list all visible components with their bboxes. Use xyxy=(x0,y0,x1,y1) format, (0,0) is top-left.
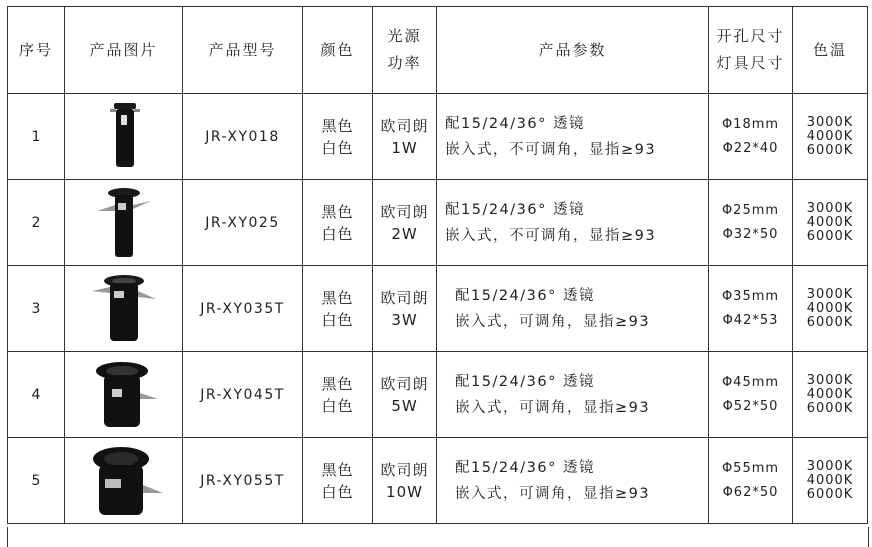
product-image xyxy=(65,352,183,438)
spotlight-icon xyxy=(81,441,167,521)
row-params: 配15/24/36° 透镜 嵌入式，不可调角，显指≥93 xyxy=(437,94,709,180)
row-source-power: 欧司朗 3W xyxy=(373,266,437,352)
row-temp: 3000K 4000K 6000K xyxy=(793,180,868,266)
row-color: 黑色 白色 xyxy=(303,352,373,438)
row-source-power: 欧司朗 10W xyxy=(373,438,437,524)
product-image xyxy=(65,438,183,524)
row-temp: 3000K 4000K 6000K xyxy=(793,266,868,352)
row-size: Φ35mm Φ42*53 xyxy=(709,266,793,352)
row-seq: 4 xyxy=(8,352,65,438)
table-footer-row xyxy=(7,527,869,547)
row-color: 黑色 白色 xyxy=(303,180,373,266)
table-row xyxy=(8,352,868,438)
row-size: Φ25mm Φ32*50 xyxy=(709,180,793,266)
row-seq: 1 xyxy=(8,94,65,180)
row-temp: 3000K 4000K 6000K xyxy=(793,352,868,438)
header-size xyxy=(709,7,793,94)
table-row xyxy=(8,438,868,524)
table-row xyxy=(8,94,868,180)
spotlight-icon xyxy=(86,269,162,349)
header-color: 颜色 xyxy=(303,7,373,94)
row-seq: 2 xyxy=(8,180,65,266)
header-temp: 色温 xyxy=(793,7,868,94)
spotlight-icon xyxy=(94,97,154,177)
table-row xyxy=(8,266,868,352)
row-size: Φ45mm Φ52*50 xyxy=(709,352,793,438)
row-size: Φ18mm Φ22*40 xyxy=(709,94,793,180)
header-source: 光源 xyxy=(387,27,422,45)
row-model: JR-XY045T xyxy=(183,352,303,438)
header-seq: 序号 xyxy=(8,7,65,94)
row-color: 黑色 白色 xyxy=(303,94,373,180)
row-model: JR-XY018 xyxy=(183,94,303,180)
product-spec-table xyxy=(7,6,868,524)
row-temp: 3000K 4000K 6000K xyxy=(793,94,868,180)
table-row xyxy=(8,180,868,266)
row-params: 配15/24/36° 透镜 嵌入式，可调角，显指≥93 xyxy=(437,352,709,438)
row-model: JR-XY055T xyxy=(183,438,303,524)
row-model: JR-XY025 xyxy=(183,180,303,266)
product-image xyxy=(65,266,183,352)
header-model: 产品型号 xyxy=(183,7,303,94)
header-source-power xyxy=(373,7,437,94)
row-source-power: 欧司朗 5W xyxy=(373,352,437,438)
row-params: 配15/24/36° 透镜 嵌入式，可调角，显指≥93 xyxy=(437,438,709,524)
row-color: 黑色 白色 xyxy=(303,266,373,352)
header-power: 功率 xyxy=(387,54,422,72)
spotlight-icon xyxy=(84,355,164,435)
row-seq: 3 xyxy=(8,266,65,352)
row-size: Φ55mm Φ62*50 xyxy=(709,438,793,524)
header-row xyxy=(8,7,868,94)
header-image: 产品图片 xyxy=(65,7,183,94)
product-image xyxy=(65,180,183,266)
row-params: 配15/24/36° 透镜 嵌入式，不可调角，显指≥93 xyxy=(437,180,709,266)
header-fixture-size: 灯具尺寸 xyxy=(716,54,785,72)
row-params: 配15/24/36° 透镜 嵌入式，可调角，显指≥93 xyxy=(437,266,709,352)
row-source-power: 欧司朗 1W xyxy=(373,94,437,180)
row-color: 黑色 白色 xyxy=(303,438,373,524)
header-params: 产品参数 xyxy=(437,7,709,94)
row-seq: 5 xyxy=(8,438,65,524)
header-hole-size: 开孔尺寸 xyxy=(716,27,785,45)
product-image xyxy=(65,94,183,180)
row-model: JR-XY035T xyxy=(183,266,303,352)
row-temp: 3000K 4000K 6000K xyxy=(793,438,868,524)
spotlight-icon xyxy=(89,183,159,263)
row-source-power: 欧司朗 2W xyxy=(373,180,437,266)
